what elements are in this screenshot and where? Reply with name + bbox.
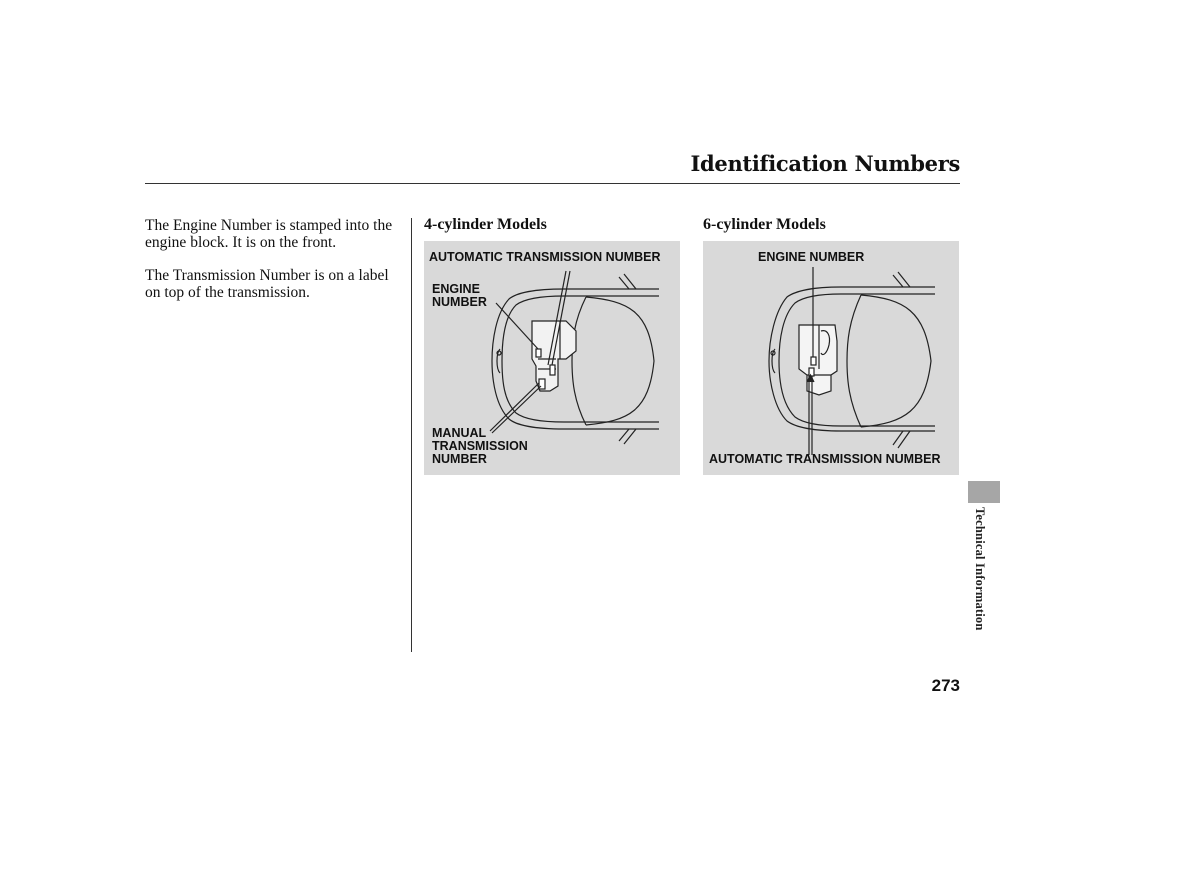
title-rule [145,183,960,184]
four-cyl-engine-label-line1: ENGINE [432,282,480,296]
four-cyl-manual-label-line2: TRANSMISSION [432,439,528,453]
page-number: 273 [931,676,960,695]
four-cylinder-diagram [424,241,680,475]
four-cyl-engine-label-line2: NUMBER [432,295,487,309]
engine-number-paragraph: The Engine Number is stamped into the engine block. It is on the front. [145,217,393,251]
section-label: Technical Information [973,507,987,631]
transmission-number-paragraph: The Transmission Number is on a label on top of the transmission. [145,267,389,301]
column-divider [411,218,412,652]
four-cyl-manual-label-line1: MANUAL [432,426,487,440]
section-tab-marker [968,481,1000,503]
six-cylinder-diagram [703,241,959,475]
six-cylinder-car-illustration [703,241,959,475]
six-cylinder-heading: 6-cylinder Models [703,216,826,233]
four-cyl-manual-label-line3: NUMBER [432,452,487,466]
six-cyl-engine-label: ENGINE NUMBER [758,250,865,264]
four-cylinder-heading: 4-cylinder Models [424,216,547,233]
page-title: Identification Numbers [690,151,960,176]
four-cyl-automatic-transmission-label: AUTOMATIC TRANSMISSION NUMBER [429,250,661,264]
six-cyl-automatic-transmission-label: AUTOMATIC TRANSMISSION NUMBER [709,452,941,466]
